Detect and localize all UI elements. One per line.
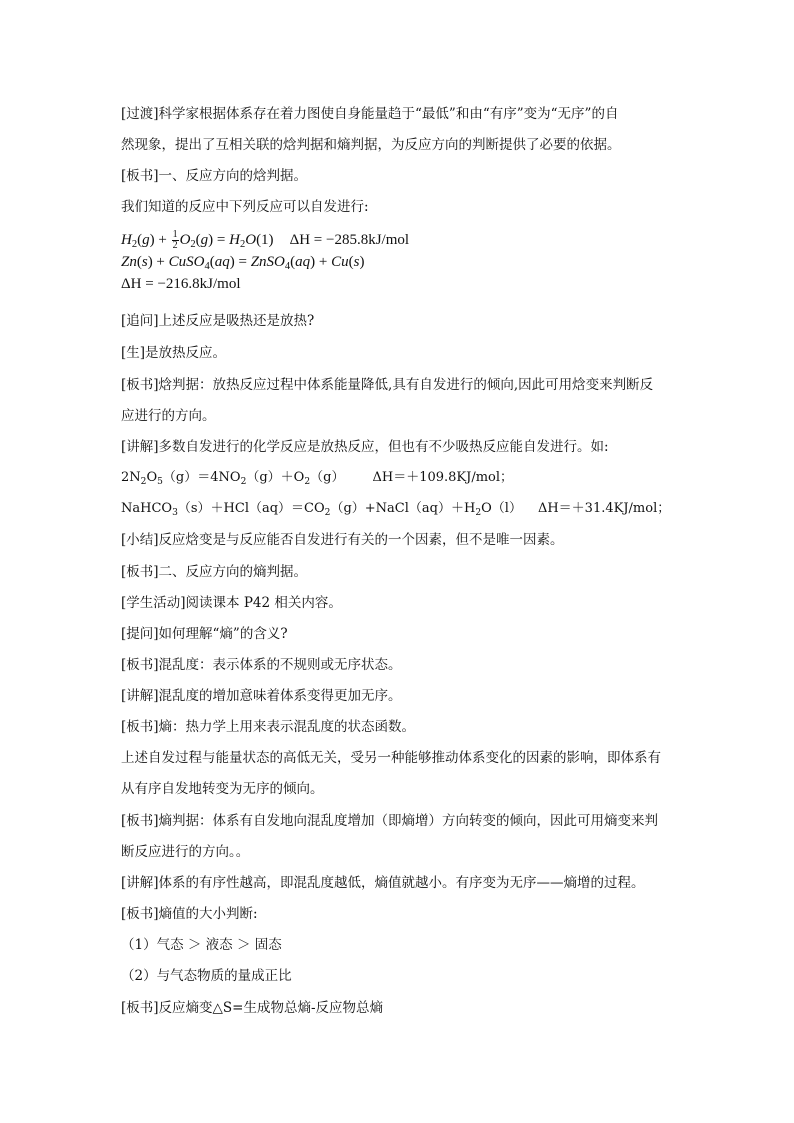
paragraph-entropy-change: [板书]反应熵变△S=生成物总熵-反应物总熵 [121,1000,384,1016]
paragraph-transition-line1: [过渡]科学家根据体系存在着力图使自身能量趋于“最低”和由“有序”变为“无序”的自 [121,106,619,122]
paragraph-disorder-definition: [板书]混乱度：表示体系的不规则或无序状态。 [121,657,402,673]
paragraph-transition-line2: 然现象，提出了互相关联的焓判据和熵判据，为反应方向的判断提供了必要的依据。 [121,137,621,153]
list-item-gas-amount: （2）与气态物质的量成正比 [121,968,292,984]
paragraph-entropy-criterion-line1: [板书]熵判据：体系有自发地向混乱度增加（即熵增）方向转变的倾向，因此可用熵变来判 [121,813,659,829]
paragraph-disorder-explanation: [讲解]混乱度的增加意味着体系变得更加无序。 [121,688,402,704]
paragraph-question-entropy: [提问]如何理解“熵”的含义? [121,626,288,642]
paragraph-spontaneous-process-line1: 上述自发过程与能量状态的高低无关，受另一种能够推动体系变化的因素的影响，即体系有 [121,750,661,766]
equation-zinc-copper-sulfate: Zn(s) + CuSO$_4$(aq) = ZnSO$_4$(aq) + Cu(s) [121,254,365,272]
equation-zinc-delta-h: ΔH = −216.8kJ/mol [121,276,241,292]
fraction-one-half: $\frac{1}{2}$ [172,229,178,251]
paragraph-enthalpy-criterion-line2: 应进行的方向。 [121,408,216,424]
paragraph-student-answer: [生]是放热反应。 [121,345,227,361]
paragraph-order-entropy: [讲解]体系的有序性越高，即混乱度越低，熵值就越小。有序变为无序——熵增的过程。 [121,875,645,891]
equation-water-delta-h: ΔH = −285.8kJ/mol [289,231,410,248]
reaction-dinitrogen-pentoxide-delta-h: ΔH＝＋109.8KJ/mol； [372,470,514,485]
paragraph-summary: [小结]反应焓变是与反应能否自发进行有关的一个因素，但不是唯一因素。 [121,532,564,548]
paragraph-spontaneous-process-line2: 从有序自发地转变为无序的倾向。 [121,781,324,797]
heading-entropy-judgement: [板书]熵值的大小判断: [121,906,258,922]
paragraph-entropy-criterion-line2: 断反应进行的方向。。 [121,844,250,860]
reaction-sodium-bicarbonate: $NaHCO_3(s)+HCl(aq)=CO_2(g)+NaCl(aq)+H_2O(l)$ ΔH＝＋31.4KJ/mol； [121,501,671,518]
equation-water-formation: $H_2(g)$ + $\frac{1}{2}$ $O_2(g) = H_2O(1) \Delta H = -285.8kJ/mol$ [121,229,410,251]
paragraph-entropy-definition: [板书]熵：热力学上用来表示混乱度的状态函数。 [121,719,416,735]
paragraph-known-reactions: 我们知道的反应中下列反应可以自发进行: [121,199,369,215]
heading-enthalpy-criterion: [板书]一、反应方向的焓判据。 [121,168,308,184]
reaction-dinitrogen-pentoxide: $2N_2O_5(g)=4NO_2(g)+O_2(g)$ ΔH＝＋109.8KJ/mol； [121,470,514,487]
paragraph-student-activity: [学生活动]阅读课本 P42 相关内容。 [121,595,342,611]
paragraph-follow-up-question: [追问]上述反应是吸热还是放热? [121,313,315,329]
reaction-sodium-bicarbonate-delta-h: ΔH＝＋31.4KJ/mol； [537,501,671,516]
paragraph-enthalpy-criterion-line1: [板书]焓判据：放热反应过程中体系能量降低,具有自发进行的倾向,因此可用焓变来判断反 [121,377,654,393]
heading-entropy-criterion: [板书]二、反应方向的熵判据。 [121,564,308,580]
paragraph-explanation-endothermic: [讲解]多数自发进行的化学反应是放热反应，但也有不少吸热反应能自发进行。如: [121,439,609,455]
list-item-states: （1）气态 ＞ 液态 ＞ 固态 [121,937,282,953]
